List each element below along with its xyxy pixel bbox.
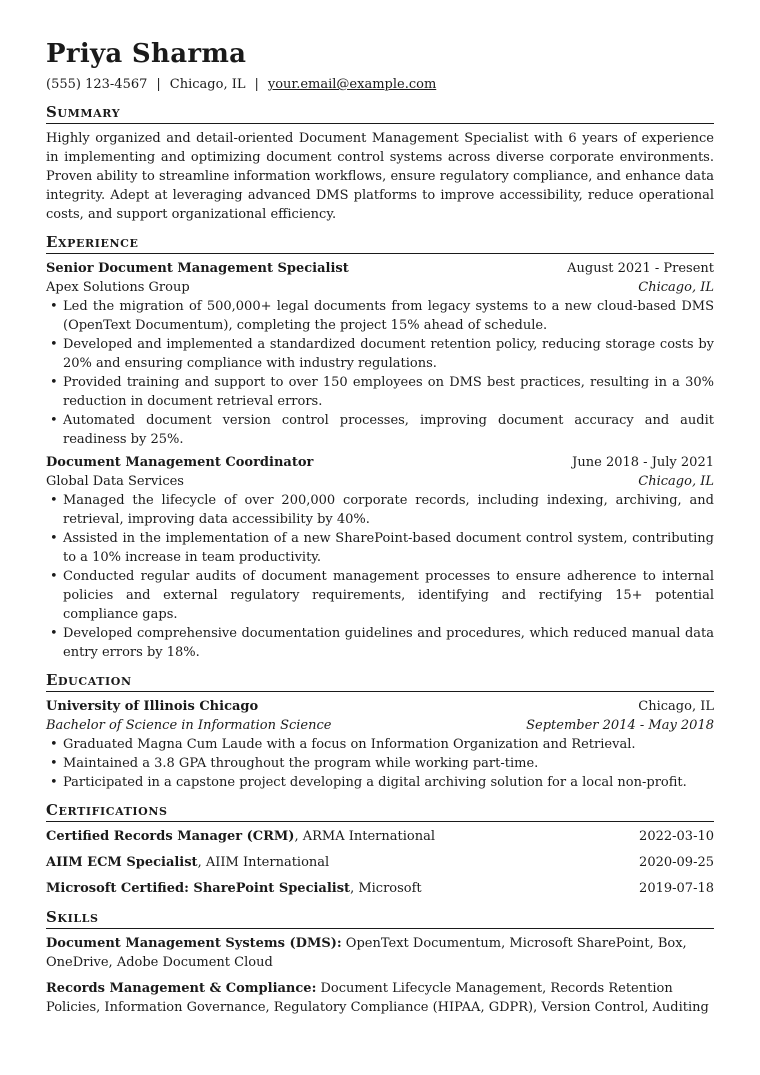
degree: Bachelor of Science in Information Science <box>46 718 332 733</box>
certification-date: 2019-07-18 <box>639 881 714 896</box>
job-dates: August 2021 - Present <box>567 261 714 276</box>
school-location: Chicago, IL <box>638 699 714 714</box>
skill-value: Document Lifecycle Management, Records Retention Policies, Information Governance, Regulatory Compliance (HIPAA, GDPR), Version Control, Auditing <box>46 981 709 1015</box>
skill-label: Records Management & Compliance: <box>46 981 317 996</box>
certification-name: AIIM ECM Specialist <box>46 855 198 870</box>
certification-name: Certified Records Manager (CRM) <box>46 829 295 844</box>
email-link[interactable]: your.email@example.com <box>267 77 437 92</box>
job-entry <box>46 259 714 449</box>
bullet-item: • Participated in a capstone project developing a digital archiving solution for a local non-profit. <box>63 773 714 792</box>
bullet-item: • Developed comprehensive documentation guidelines and procedures, which reduced manual data entry errors by 18%. <box>63 624 714 662</box>
school-name: University of Illinois Chicago <box>46 699 259 714</box>
bullet-item: • Assisted in the implementation of a new SharePoint-based document control system, contributing to a 10% increase in team productivity. <box>63 529 714 567</box>
skill-group <box>46 979 714 1017</box>
skill-value: OpenText Documentum, Microsoft SharePoint, Box, OneDrive, Adobe Document Cloud <box>46 936 687 970</box>
certification-item <box>46 879 714 899</box>
certification-item <box>46 827 714 847</box>
company-name: Apex Solutions Group <box>46 280 190 295</box>
certification-issuer: , ARMA International <box>294 829 435 844</box>
bullet-item: • Managed the lifecycle of over 200,000 corporate records, including indexing, archiving, and retrieval, improving data accessibility by 40%. <box>63 491 714 529</box>
job-dates: June 2018 - July 2021 <box>572 455 714 470</box>
section-title-education: Education <box>46 670 714 692</box>
job-role: Senior Document Management Specialist <box>46 261 349 276</box>
bullet-item: • Automated document version control processes, improving document accuracy and audit readiness by 25%. <box>63 411 714 449</box>
bullet-item: • Led the migration of 500,000+ legal documents from legacy systems to a new cloud-based DMS (OpenText Documentum), completing the project 15% ahead of schedule. <box>63 297 714 335</box>
bullet-item: • Maintained a 3.8 GPA throughout the program while working part-time. <box>63 754 714 773</box>
contact-separator: | <box>254 77 259 92</box>
education-dates: September 2014 - May 2018 <box>526 718 714 733</box>
job-entry <box>46 453 714 662</box>
education-bullets <box>46 735 714 792</box>
skill-label: Document Management Systems (DMS): <box>46 936 342 951</box>
section-title-skills: Skills <box>46 907 714 929</box>
job-location: Chicago, IL <box>638 280 714 295</box>
job-role: Document Management Coordinator <box>46 455 314 470</box>
job-location: Chicago, IL <box>638 474 714 489</box>
certification-date: 2020-09-25 <box>639 855 714 870</box>
certification-issuer: , AIIM International <box>197 855 330 870</box>
candidate-name: Priya Sharma <box>46 39 247 69</box>
section-title-summary: Summary <box>46 102 714 124</box>
section-title-experience: Experience <box>46 232 714 254</box>
job-bullets <box>46 297 714 449</box>
section-title-certifications: Certifications <box>46 800 714 822</box>
certification-item <box>46 853 714 873</box>
bullet-item: • Developed and implemented a standardized document retention policy, reducing storage costs by 20% and ensuring compliance with industry regulations. <box>63 335 714 373</box>
skill-group <box>46 934 714 972</box>
bullet-item: • Conducted regular audits of document management processes to ensure adherence to internal policies and external regulatory requirements, identifying and rectifying 15+ potential compliance gaps. <box>63 567 714 624</box>
summary-text: Highly organized and detail-oriented Document Management Specialist with 6 years of experience in implementing and optimizing document control systems across diverse corporate environments. Proven ability to streamline information workflows, ensure regulatory compliance, and enhance data integrity. Adept at leveraging advanced DMS platforms to improve accessibility, reduce operational costs, and support organizational efficiency. <box>46 131 714 222</box>
phone-number: (555) 123-4567 <box>46 77 148 92</box>
bullet-item: • Provided training and support to over 150 employees on DMS best practices, resulting in a 30% reduction in document retrieval errors. <box>63 373 714 411</box>
job-bullets <box>46 491 714 662</box>
certification-name: Microsoft Certified: SharePoint Specialist <box>46 881 351 896</box>
certification-date: 2022-03-10 <box>639 829 714 844</box>
contact-separator: | <box>156 77 161 92</box>
location: Chicago, IL <box>169 77 246 92</box>
contact-line <box>46 76 714 94</box>
certification-issuer: , Microsoft <box>350 881 422 896</box>
bullet-item: • Graduated Magna Cum Laude with a focus on Information Organization and Retrieval. <box>63 735 714 754</box>
company-name: Global Data Services <box>46 474 184 489</box>
